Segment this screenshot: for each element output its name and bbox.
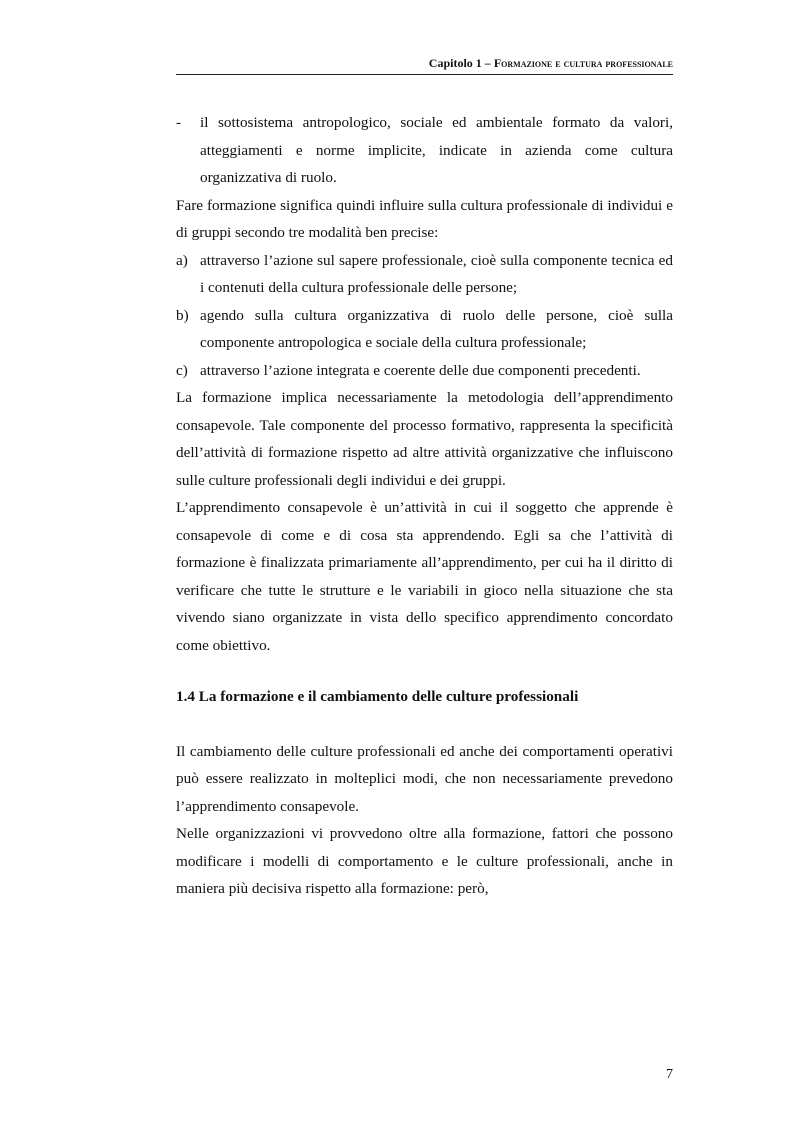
header-chapter: Capitolo 1 – xyxy=(428,56,494,70)
running-header xyxy=(176,56,673,75)
paragraph-conscious-learning: L’apprendimento consapevole è un’attività in cui il soggetto che apprende è consapevole di come e di cosa sta apprendendo. Egli sa che l’attività di formazione è finalizzata primariamente all’apprendimento, per cui ha il diritto di verificare che tutte le strutture e le variabili in gioco nella situazione che sta vivendo siano organizzate in vista dello specifico apprendimento concordato come obiettivo. xyxy=(176,499,673,654)
paragraph-change: Il cambiamento delle culture professionali ed anche dei comportamenti operativi può essere realizzato in molteplici modi, che non necessariamente prevedono l’apprendimento consapevole. xyxy=(176,742,673,815)
page-number: 7 xyxy=(666,1067,673,1082)
list-text-a: attraverso l’azione sul sapere professionale, cioè sulla componente tecnica ed i contenuti della cultura professionale delle persone; xyxy=(200,251,673,296)
section-heading: 1.4 La formazione e il cambiamento delle culture professionali xyxy=(176,688,579,705)
paragraph-methodology: La formazione implica necessariamente la metodologia dell’apprendimento consapevole. Tale componente del processo formativo, rappresenta la specificità dell’attività di formazione rispetto ad altre attività organizzative che influiscono sulle culture professionali degli individui e dei gruppi. xyxy=(176,389,673,489)
body-text xyxy=(176,109,673,903)
paragraph-organizations: Nelle organizzazioni vi provvedono oltre alla formazione, fattori che possono modificare i modelli di comportamento e le culture professionali, anche in maniera più decisiva rispetto alla formazione: però, xyxy=(176,825,673,897)
bullet-text: il sottosistema antropologico, sociale ed ambientale formato da valori, atteggiamenti e norme implicite, indicate in azienda come cultura organizzativa di ruolo. xyxy=(200,114,673,186)
list-text-c: attraverso l’azione integrata e coerente delle due componenti precedenti. xyxy=(200,361,641,379)
list-item-b xyxy=(176,302,673,357)
list-marker-b: b) xyxy=(176,306,189,324)
header-title: Formazione e cultura professionale xyxy=(493,56,673,70)
list-marker-a: a) xyxy=(176,251,188,269)
bullet-marker: - xyxy=(176,114,182,131)
paragraph-modalities: Fare formazione significa quindi influire sulla cultura professionale di individui e di gruppi secondo tre modalità ben precise: xyxy=(176,196,673,241)
bullet-item xyxy=(176,109,673,192)
list-item-c xyxy=(176,357,673,385)
list-text-b: agendo sulla cultura organizzativa di ruolo delle persone, cioè sulla componente antropologica e sociale della cultura professionale; xyxy=(200,306,673,351)
list-marker-c: c) xyxy=(176,361,188,379)
list-item-a xyxy=(176,247,673,302)
